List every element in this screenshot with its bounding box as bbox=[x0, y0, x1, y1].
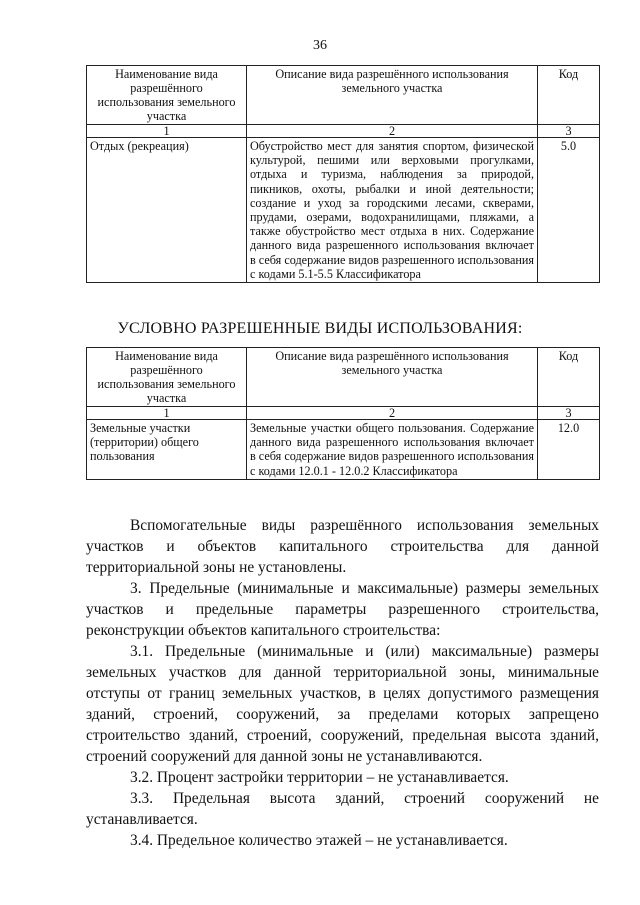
page-number: 36 bbox=[313, 38, 327, 53]
paragraph: 3.3. Предельная высота зданий, строений сооружений не устанавливается. bbox=[86, 790, 599, 828]
table-header-row bbox=[87, 66, 600, 125]
conditional-use-table bbox=[86, 347, 600, 480]
table-header-row bbox=[87, 348, 600, 407]
column-number: 3 bbox=[538, 407, 600, 420]
use-code: 12.0 bbox=[538, 420, 600, 480]
header-code: Код bbox=[538, 348, 600, 407]
table-row bbox=[87, 420, 600, 480]
column-number: 3 bbox=[538, 125, 600, 138]
use-code: 5.0 bbox=[538, 138, 600, 283]
permitted-use-table bbox=[86, 65, 600, 283]
paragraph: 3. Предельные (минимальные и максимальные) размеры земельных участков и предельные параметры разрешенного строительства, реконструкции объектов капитального строительства: bbox=[86, 580, 599, 639]
header-description: Описание вида разрешённого использования земельного участка bbox=[247, 66, 538, 125]
header-name: Наименование вида разрешённого использования земельного участка bbox=[87, 348, 247, 407]
use-name: Земельные участки (территории) общего пользования bbox=[87, 420, 247, 480]
column-number: 2 bbox=[247, 125, 538, 138]
header-name: Наименование вида разрешённого использования земельного участка bbox=[87, 66, 247, 125]
column-number-row bbox=[87, 407, 600, 420]
use-name: Отдых (рекреация) bbox=[87, 138, 247, 283]
paragraph: 3.4. Предельное количество этажей – не устанавливается. bbox=[130, 832, 508, 849]
column-number: 1 bbox=[87, 407, 247, 420]
paragraph: 3.1. Предельные (минимальные и (или) максимальные) размеры земельных участков для данной территориальной зоны, минимальные отступы от границ земельных участков, в целях допустимого размещения зданий, строений, сооружений, за пределами которых запрещено строительство зданий, строений, сооружений, предельная высота зданий, строений сооружений для данной зоны не устанавливаются. bbox=[86, 643, 599, 765]
header-code: Код bbox=[538, 66, 600, 125]
column-number: 2 bbox=[247, 407, 538, 420]
column-number: 1 bbox=[87, 125, 247, 138]
use-description: Земельные участки общего пользования. Содержание данного вида разрешенного использования включает в себя содержание видов разрешенного использования с кодами 12.0.1 - 12.0.2 Классификатора bbox=[247, 420, 538, 480]
body-text bbox=[86, 515, 599, 851]
paragraph: Вспомогательные виды разрешённого использования земельных участков и объектов капитального строительства для данной территориальной зоны не установлены. bbox=[86, 517, 599, 576]
section-heading: УСЛОВНО РАЗРЕШЕННЫЕ ВИДЫ ИСПОЛЬЗОВАНИЯ: bbox=[117, 320, 523, 337]
paragraph: 3.2. Процент застройки территории – не устанавливается. bbox=[130, 769, 509, 786]
header-description: Описание вида разрешённого использования земельного участка bbox=[247, 348, 538, 407]
table-row bbox=[87, 138, 600, 283]
use-description: Обустройство мест для занятия спортом, физической культурой, пешими или верховыми прогулками, отдыха и туризма, наблюдения за природой, пикников, охоты, рыбалки и иной деятельности; создание и уход за городскими лесами, скверами, прудами, озерами, водохранилищами, пляжами, а также обустройство мест отдыха в них. Содержание данного вида разрешенного использования включает в себя содержание видов разрешенного использования с кодами 5.1-5.5 Классификатора bbox=[247, 138, 538, 283]
column-number-row bbox=[87, 125, 600, 138]
